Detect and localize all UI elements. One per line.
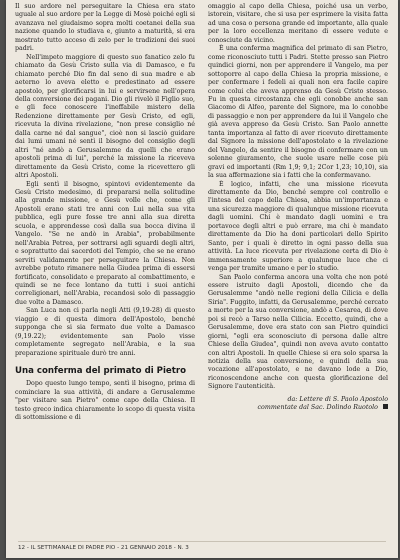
left-column bbox=[15, 3, 195, 423]
paragraph: Nell'impeto maggiore di questo suo fanatico zelo fu chiamato da Gesù Cristo sulla via di Damasco, e fu chiamato perché Dio fin dal seno di sua madre e ab aeterno lo aveva eletto e predestinato ad essere apostolo, per glorificarsi in lui e servirsene nell'opera della conversione dei pagani. Dio gli rivelò il Figlio suo, e gli fece conoscere l'ineffabile mistero della Redenzione direttamente per Gesù Cristo, ed egli, ricevuta la divina rivelazione, "non prese consiglio né dalla carne né dal sangue", cioè non si lasciò guidare dai lumi umani né sentì il bisogno del consiglio degli altri "né andò a Gerusalemme da quelli che erano apostoli prima di lui", perché la missione la riceveva direttamente da Gesù Cristo, come la ricevettero gli altri Apostoli. bbox=[15, 53, 195, 180]
paragraph: San Paolo conferma ancora una volta che non poté essere istruito dagli Apostoli, dicendo che da Gerusalemme "andò nelle regioni della Cilicia e della Siria". Fuggito, infatti, da Gerusalemme, perché cercato a morte per la sua conversione, andò a Cesarea, di dove poi si recò a Tarso nella Cilicia. Eccetto, quindi, che a Gerusalemme, dove era stato con san Pietro quindici giorni, "egli era sconosciuto di persona dalle altre Chiese della Giudea", quindi non aveva avuto contatto con altri Apostoli. In quelle Chiese si era solo sparsa la notizia della sua conversione, e quindi della sua vocazione all'apostolato, e ne davano lode a Dio, riconoscendone anche con questa glorificazione del Signore l'autenticità. bbox=[208, 273, 389, 391]
paragraph: Dopo questo lungo tempo, sentì il bisogno, prima di cominciare la sua attività, di andare a Gerusalemme "per visitare san Pietro" come capo della Chiesa. Il testo greco indica chiaramente lo scopo di questa visita di sottomissione e di bbox=[15, 380, 195, 422]
end-mark-icon bbox=[383, 404, 388, 409]
source-prefix: da: bbox=[287, 395, 298, 403]
paragraph: Il suo ardore nel perseguitare la Chiesa era stato uguale al suo ardore per la Legge di Mosè poiché egli si avanzava nel giudaismo sopra molti coetanei della sua nazione quando lo studiava e, giunto a maturità, si era mostrato tutto acceso di zelo per le tradizioni dei suoi padri. bbox=[15, 3, 195, 53]
source-title: Lettere di S. Paolo Apostolo bbox=[299, 395, 388, 403]
page-footer: 12 - IL SETTIMANALE DI PADRE PIO - 21 GENNAIO 2018 - N. 3 bbox=[18, 541, 386, 551]
paragraph: Egli sentì il bisogno, spintovi evidentemente da Gesù Cristo medesimo, di prepararsi nella solitudine alla grande missione, e Gesù volle che, come gli Apostoli erano stati tre anni con Lui nella sua vita pubblica, egli pure fosse tre anni alla sua diretta scuola, e apprendesse così dalla sua bocca divina il Vangelo. "Se ne andò in Arabia", probabilmente nell'Arabia Petrea, per sottrarsi agli sguardi degli altri, e soprattutto dai sacerdoti del Tempio, che se ne erano serviti validamente per perseguitare la Chiesa. Non avrebbe potuto rimanere nella Giudea prima di essersi fortificato, consolidato e preparato al combattimento, e quindi se ne fece lontano da tutti i suoi antichi correligionari, nell'Arabia, recandosi solo di passaggio due volte a Damasco. bbox=[15, 180, 195, 306]
right-column bbox=[208, 3, 388, 413]
magazine-page bbox=[6, 0, 398, 558]
paragraph: È una conferma magnifica del primato di san Pietro, come riconosciuto tutti i Padri. Stette presso san Pietro quindici giorni, non per apprendere il Vangelo, ma per sottoporre al capo della Chiesa la propria missione, e per confermare i fedeli ai quali non era facile capire come colui che aveva apprenso da Gesù Cristo stesso. Fu in questa circostanza che egli conobbe anche san Giacomo di Alfeo, parente del Signore, ma lo conobbe di passaggio e non per apprendere da lui il Vangelo che già aveva appreso da Gesù Cristo. San Paolo annette tanta importanza al fatto di aver ricevuto direttamente dal Signore la missione dell'apostolato e la rivelazione del Vangelo, da sentire il bisogno di confermare con un solenne giuramento, che suole usare nelle cose più gravi ed importanti (Rm 1,9; 9,1; 2Cor 1,23; 10,10), sia la sua affermazione sia i fatti che la confermavano. bbox=[208, 45, 388, 180]
paragraph: omaggio al capo della Chiesa, poiché usa un verbo, istorein, visitare, che si usa per esprimere la visita fatta ad una cosa o persona grande ed importante, alla quale per la loro eccellenza meritano di essere vedute e conosciute da vicino. bbox=[208, 3, 388, 44]
paragraph: È logico, infatti, che una missione ricevuta direttamente da Dio, benché sempre col controllo e l'intesa del capo della Chiesa, abbia un'importanza e una sicurezza maggiore di qualunque missione ricevuta dagli uomini. Chi è mandato dagli uomini e tra portavoce degli altri e può errare, ma chi è mandato direttamente da Dio ha doni particolari dello Spirito Santo, per i quali è diretto in ogni passo della sua attività. La luce ricevuta per rivelazione certa di Dio è immensamente superiore a qualunque luce che ci venga per tramite umano e per lo studio. bbox=[208, 180, 388, 273]
source-citation bbox=[208, 396, 388, 413]
section-heading: Una conferma del primato di Pietro bbox=[15, 366, 186, 377]
source-author: commentate dal Sac. Dolindo Ruotolo bbox=[257, 404, 378, 412]
paragraph: San Luca non ci parla negli Atti (9,19-28) di questo viaggio e di questa dimora dell'Apostolo, benché supponga che si sia fermato due volte a Damasco (9,19.22); evidentemente san Paolo visse completamente segregato nell'Arabia, e la sua preparazione spirituale durò tre anni. bbox=[15, 307, 195, 357]
